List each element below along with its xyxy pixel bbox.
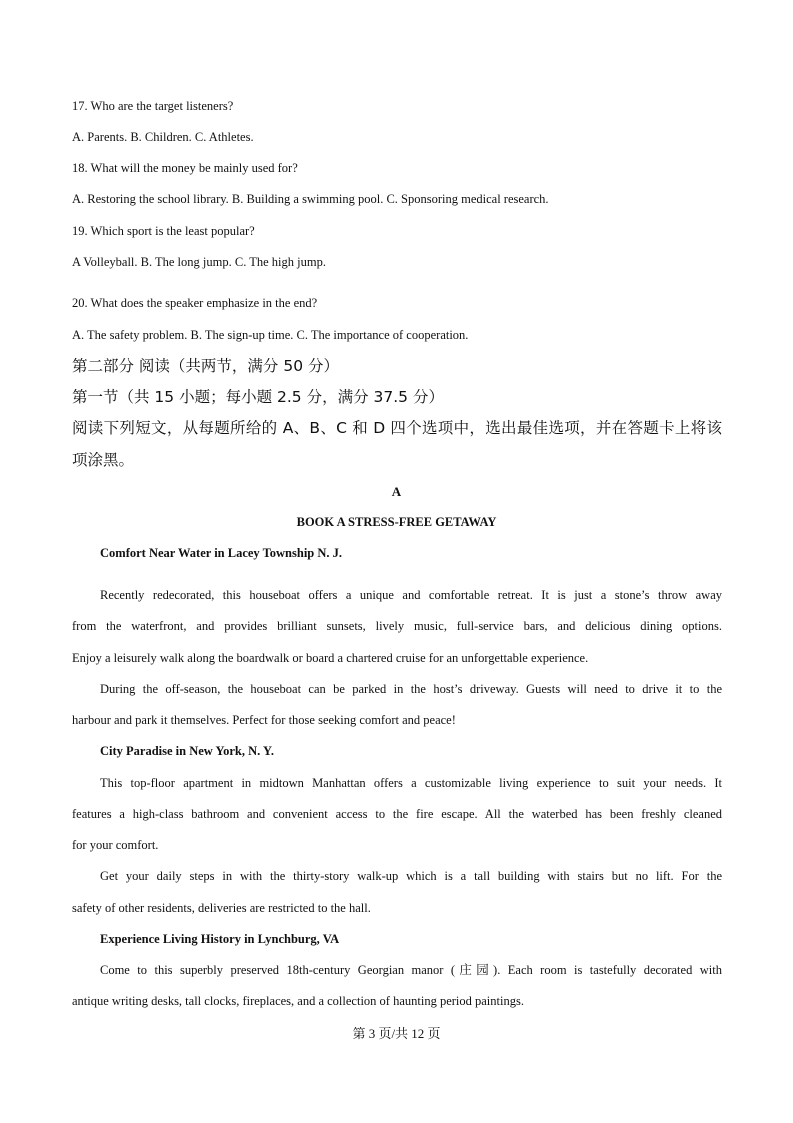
question-17-options: A. Parents. B. Children. C. Athletes. xyxy=(72,130,254,144)
passage-title: BOOK A STRESS-FREE GETAWAY xyxy=(296,515,497,529)
question-19: 19. Which sport is the least popular? xyxy=(72,224,255,238)
section-heading-new-york: City Paradise in New York, N. Y. xyxy=(100,744,274,758)
paragraph-line: features a high-class bathroom and convenient access to the fire escape. All the waterbed has been freshly cleaned xyxy=(72,807,722,821)
paragraph-line: Come to this superbly preserved 18th-century Georgian manor (庄园). Each room is tastefully decorated with xyxy=(100,963,722,977)
part-title: 第二部分 阅读（共两节，满分 50 分） xyxy=(72,357,340,375)
paragraph-line: from the waterfront, and provides brilliant sunsets, lively music, full-service bars, and delicious dining options. xyxy=(72,619,722,633)
instruction-line-2: 项涂黑。 xyxy=(72,451,135,469)
page-footer: 第 3 页/共 12 页 xyxy=(352,1026,441,1041)
paragraph-line: During the off-season, the houseboat can be parked in the host’s driveway. Guests will need to drive it to the xyxy=(100,682,722,696)
paragraph-line: Enjoy a leisurely walk along the boardwalk or board a chartered cruise for an unforgettable experience. xyxy=(72,651,589,665)
paragraph-line: antique writing desks, tall clocks, fireplaces, and a collection of haunting period paintings. xyxy=(72,994,524,1008)
question-18-options: A. Restoring the school library. B. Building a swimming pool. C. Sponsoring medical research. xyxy=(72,192,549,206)
question-18: 18. What will the money be mainly used for? xyxy=(72,161,298,175)
question-20-options: A. The safety problem. B. The sign-up time. C. The importance of cooperation. xyxy=(72,328,469,342)
paragraph-line: harbour and park it themselves. Perfect for those seeking comfort and peace! xyxy=(72,713,456,727)
question-20: 20. What does the speaker emphasize in the end? xyxy=(72,296,318,310)
paragraph-line: for your comfort. xyxy=(72,838,159,852)
instruction-line-1: 阅读下列短文，从每题所给的 A、B、C 和 D 四个选项中，选出最佳选项，并在答题卡上将该 xyxy=(72,419,722,437)
paragraph-line: Recently redecorated, this houseboat offers a unique and comfortable retreat. It is just a stone’s throw away xyxy=(100,588,722,602)
sub-title: 第一节（共 15 小题；每小题 2.5 分，满分 37.5 分） xyxy=(72,388,444,406)
section-heading-lacey: Comfort Near Water in Lacey Township N. J. xyxy=(100,546,343,560)
question-19-options: A Volleyball. B. The long jump. C. The high jump. xyxy=(72,255,326,269)
paragraph-line: This top-floor apartment in midtown Manhattan offers a customizable living experience to suit your needs. It xyxy=(100,776,722,790)
passage-letter: A xyxy=(391,484,402,499)
paragraph-line: Get your daily steps in with the thirty-story walk-up which is a tall building with stairs but no lift. For the xyxy=(100,869,722,883)
section-heading-lynchburg: Experience Living History in Lynchburg, VA xyxy=(100,932,340,946)
paragraph-line: safety of other residents, deliveries are restricted to the hall. xyxy=(72,901,371,915)
question-17: 17. Who are the target listeners? xyxy=(72,99,234,113)
